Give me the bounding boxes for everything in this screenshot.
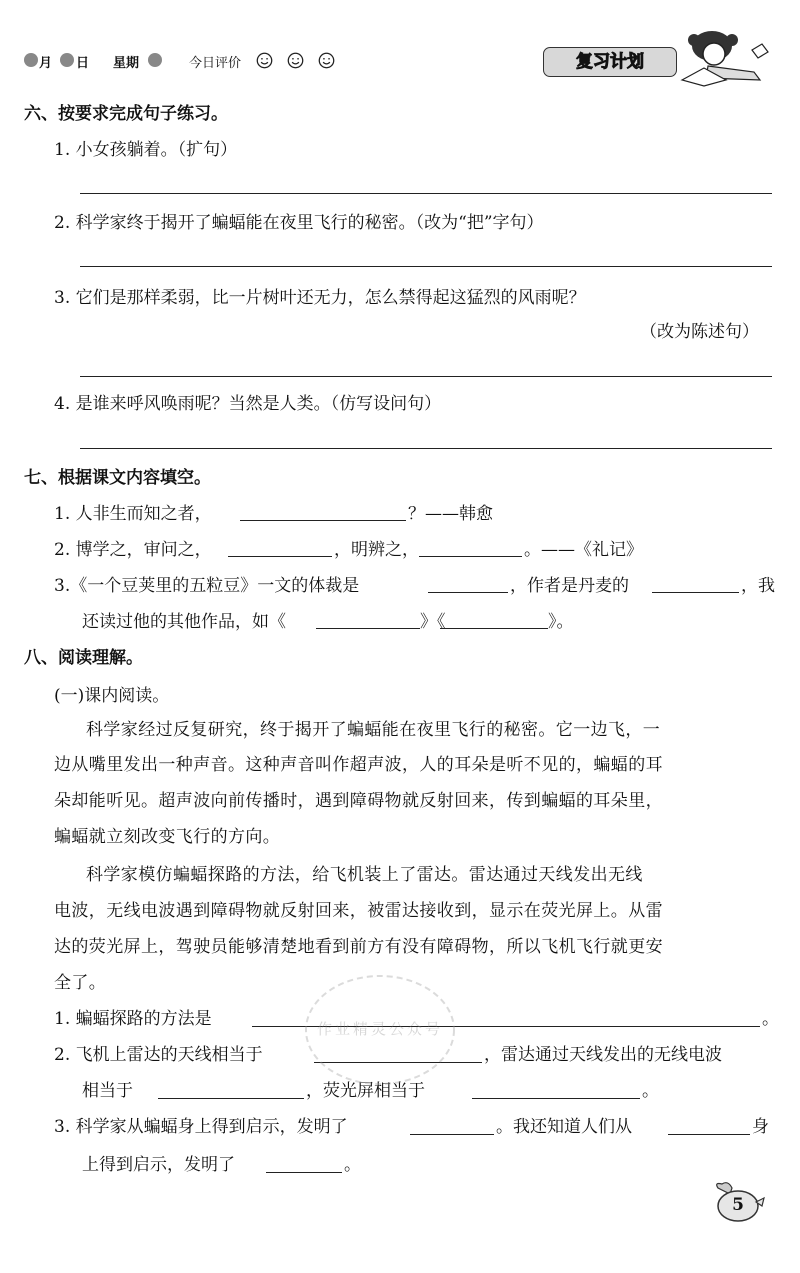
- week-dot: [148, 53, 162, 67]
- s6-question-2: 2. 科学家终于揭开了蝙蝠能在夜里飞行的秘密。（改为“把”字句）: [54, 213, 544, 233]
- rating-label: 今日评价: [189, 56, 242, 71]
- s7-q3-text-c: ，我: [741, 576, 775, 596]
- section-8-title: 八、阅读理解。: [24, 648, 143, 668]
- s7-q2-blank-1[interactable]: [228, 556, 332, 557]
- s7-q3-blank-4[interactable]: [440, 628, 548, 629]
- passage-line: 电波，无线电波遇到障碍物就反射回来，被雷达接收到，显示在荧光屏上。从雷: [54, 901, 663, 921]
- s6-question-3-note: （改为陈述句）: [640, 322, 759, 342]
- page-number: 5: [732, 1195, 744, 1215]
- passage-line: 科学家经过反复研究，终于揭开了蝙蝠能在夜里飞行的秘密。它一边飞，一: [86, 720, 661, 740]
- watermark-text: 作业精灵公众号: [316, 1020, 443, 1038]
- s7-q3-text-f: 》。: [548, 612, 574, 632]
- s7-q3-text-d: 还读过他的其他作品，如《: [82, 612, 286, 632]
- day-label: 日: [76, 56, 90, 71]
- s6-q4-answer-line[interactable]: [80, 448, 772, 449]
- s8-q1-text-a: 1. 蝙蝠探路的方法是: [54, 1009, 212, 1029]
- s8-q1-text-b: 。: [762, 1009, 779, 1029]
- passage-line: 全了。: [54, 973, 107, 993]
- review-plan-title: 复习计划: [543, 47, 677, 77]
- month-label: 月: [39, 56, 53, 71]
- s8-q3-text-b: 。我还知道人们从: [496, 1117, 632, 1137]
- s7-q3-text-b: ，作者是丹麦的: [510, 576, 629, 596]
- smiley-icon: [318, 52, 335, 69]
- s7-q2-blank-2[interactable]: [419, 556, 522, 557]
- s6-question-4: 4. 是谁来呼风唤雨呢？当然是人类。（仿写设问句）: [54, 394, 442, 414]
- s8-q3-text-d: 上得到启示，发明了: [82, 1155, 235, 1175]
- s8-q3-blank-1[interactable]: [410, 1134, 494, 1135]
- s8-q2-blank-2[interactable]: [158, 1098, 304, 1099]
- s8-q2-blank-3[interactable]: [472, 1098, 640, 1099]
- s8-subsection-title: (一)课内阅读。: [54, 686, 170, 706]
- month-dot: [24, 53, 38, 67]
- day-dot: [60, 53, 74, 67]
- s6-question-1: 1. 小女孩躺着。（扩句）: [54, 140, 238, 160]
- section-6-title: 六、按要求完成句子练习。: [24, 104, 228, 124]
- s7-q1-blank[interactable]: [240, 520, 406, 521]
- passage-line: 朵却能听见。超声波向前传播时，遇到障碍物就反射回来，传到蝙蝠的耳朵里，: [54, 791, 663, 811]
- s7-q3-text-a: 3.《一个豆荚里的五粒豆》一文的体裁是: [54, 576, 360, 596]
- s7-q2-text-c: 。——《礼记》: [524, 540, 643, 560]
- watermark-stamp: [300, 970, 460, 1090]
- s8-q3-blank-3[interactable]: [266, 1172, 342, 1173]
- s8-q3-text-a: 3. 科学家从蝙蝠身上得到启示，发明了: [54, 1117, 348, 1137]
- s7-q3-blank-2[interactable]: [652, 592, 739, 593]
- smiley-icon: [287, 52, 304, 69]
- s8-q2-text-a: 2. 飞机上雷达的天线相当于: [54, 1045, 263, 1065]
- s7-q2-text-b: ，明辨之，: [334, 540, 419, 560]
- section-7-title: 七、根据课文内容填空。: [24, 468, 211, 488]
- s7-q3-blank-3[interactable]: [316, 628, 420, 629]
- week-label: 星期: [113, 56, 140, 71]
- passage-line: 达的荧光屏上，驾驶员能够清楚地看到前方有没有障碍物，所以飞机飞行就更安: [54, 937, 663, 957]
- s7-q3-blank-1[interactable]: [428, 592, 508, 593]
- s8-q3-text-c: 身: [752, 1117, 769, 1137]
- s6-q3-answer-line[interactable]: [80, 376, 772, 377]
- s8-q2-text-c: 相当于: [82, 1081, 133, 1101]
- passage-line: 科学家模仿蝙蝠探路的方法，给飞机装上了雷达。雷达通过天线发出无线: [86, 865, 643, 885]
- s6-q1-answer-line[interactable]: [80, 193, 772, 194]
- reading-girl-illustration: [676, 28, 776, 88]
- s8-q2-text-d: ，荧光屏相当于: [306, 1081, 425, 1101]
- s7-q2-text-a: 2. 博学之，审问之，: [54, 540, 212, 560]
- passage-line: 蝙蝠就立刻改变飞行的方向。: [54, 827, 281, 847]
- s8-q2-text-e: 。: [642, 1081, 659, 1101]
- s8-q2-text-b: ，雷达通过天线发出的无线电波: [484, 1045, 722, 1065]
- s8-q3-blank-2[interactable]: [668, 1134, 750, 1135]
- smiley-icon: [256, 52, 273, 69]
- passage-line: 边从嘴里发出一种声音。这种声音叫作超声波，人的耳朵是听不见的，蝙蝠的耳: [54, 755, 663, 775]
- s7-q1-text-b: ？——韩愈: [408, 504, 493, 524]
- s6-q2-answer-line[interactable]: [80, 266, 772, 267]
- s6-question-3: 3. 它们是那样柔弱，比一片树叶还无力，怎么禁得起这猛烈的风雨呢？: [54, 288, 586, 308]
- s7-q1-text-a: 1. 人非生而知之者，: [54, 504, 212, 524]
- s8-q3-text-e: 。: [344, 1155, 361, 1175]
- s7-q3-text-e: 》《: [420, 612, 446, 632]
